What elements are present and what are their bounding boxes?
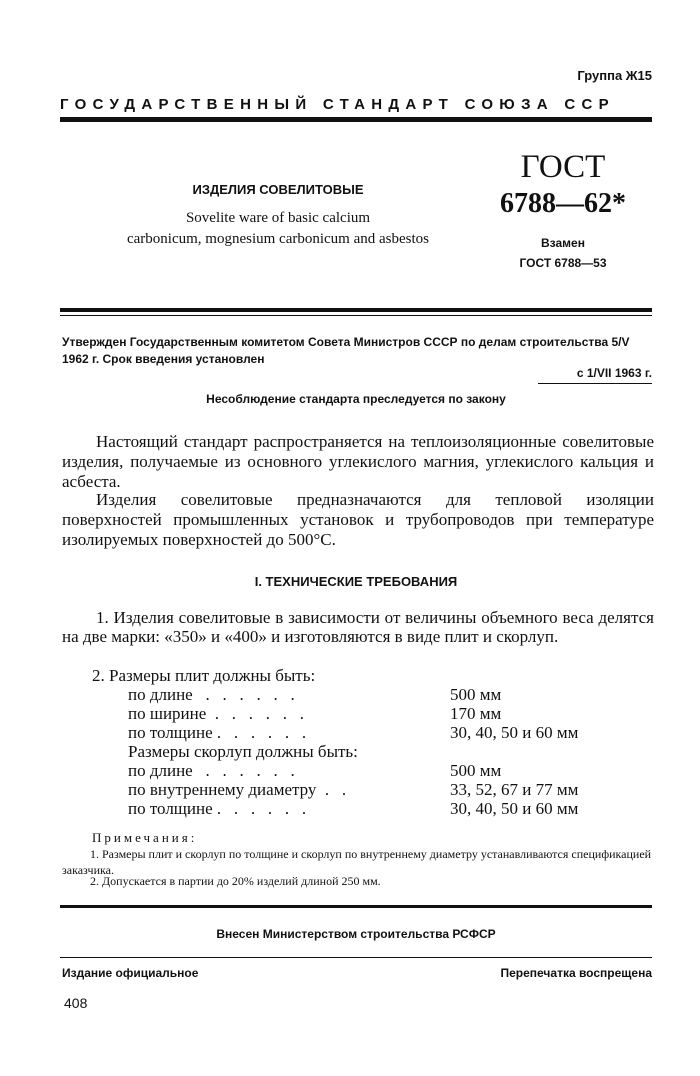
product-title: ИЗДЕЛИЯ СОВЕЛИТОВЫЕ xyxy=(192,182,364,197)
intro-paragraph-2: Изделия совелитовые предназначаются для тепловой изоляции поверхностей промышленных установок и трубопроводов при температуре изолируемых поверхностей до 500°С. xyxy=(62,490,654,549)
shell-diameter-value: 33, 52, 67 и 77 мм xyxy=(450,780,579,799)
header-thick-rule xyxy=(60,117,652,122)
title-thick-rule xyxy=(60,308,652,312)
plate-length-value: 500 мм xyxy=(450,685,502,704)
submitted-by: Внесен Министерством строительства РСФСР xyxy=(216,927,496,941)
english-title-line-1: Sovelite ware of basic calcium xyxy=(185,210,371,226)
intro-paragraph-1: Настоящий стандарт распространяется на теплоизоляционные совелитовые изделия, получаемые из основного углекислого магния, углекислого кальция и асбеста. xyxy=(62,432,654,491)
requirement-item-1: 1. Изделия совелитовые в зависимости от величины объемного веса делятся на две марки: «350» и «400» и изготовляются в виде плит и скорлуп. xyxy=(62,608,654,646)
shell-diameter-label: по внутреннему диаметру . . xyxy=(128,780,347,799)
law-notice: Несоблюдение стандарта преследуется по закону xyxy=(206,392,506,406)
page-number: 408 xyxy=(64,995,88,1011)
reprint-prohibited-label: Перепечатка воспрещена xyxy=(500,966,652,980)
plate-length-label: по длине . . . . . . xyxy=(128,685,295,704)
official-edition-label: Издание официальное xyxy=(62,966,199,980)
plate-thickness-value: 30, 40, 50 и 60 мм xyxy=(450,723,579,742)
note-2: 2. Допускается в партии до 20% изделий длиной 250 мм. xyxy=(90,874,381,888)
title-thin-rule xyxy=(60,315,652,316)
shells-heading: Размеры скорлуп должны быть: xyxy=(128,742,358,761)
plate-width-label: по ширине . . . . . . xyxy=(128,704,305,723)
footer-thick-rule xyxy=(60,905,652,908)
shell-thickness-value: 30, 40, 50 и 60 мм xyxy=(450,799,579,818)
english-title xyxy=(100,208,456,250)
notes-heading: Примечания: xyxy=(92,830,198,845)
approval-text: Утвержден Государственным комитетом Совета Министров СССР по делам строительства 5/V 1962 г. Срок введения установлен xyxy=(62,335,630,366)
effective-date: с 1/VII 1963 г. xyxy=(576,366,652,380)
shell-length-label: по длине . . . . . . xyxy=(128,761,295,780)
state-standard-banner: ГОСУДАРСТВЕННЫЙ СТАНДАРТ СОЮЗА ССР xyxy=(60,96,615,113)
section-heading: I. ТЕХНИЧЕСКИЕ ТРЕБОВАНИЯ xyxy=(254,574,458,589)
plate-width-value: 170 мм xyxy=(450,704,502,723)
footer-thin-rule xyxy=(60,957,652,958)
shell-length-value: 500 мм xyxy=(450,761,502,780)
group-label: Группа Ж15 xyxy=(577,68,652,83)
gost-designation-block xyxy=(475,148,651,270)
shell-thickness-label: по толщине . . . . . . xyxy=(128,799,307,818)
gost-number: 6788—62* xyxy=(500,188,626,219)
plate-thickness-label: по толщине . . . . . . xyxy=(128,723,307,742)
requirement-item-2: 2. Размеры плит должны быть: xyxy=(92,666,316,685)
note-1: 1. Размеры плит и скорлуп по толщине и скорлуп по внутреннему диаметру устанавливаются спецификацией заказчика. xyxy=(62,847,652,877)
gost-label: ГОСТ xyxy=(520,149,606,185)
replaces-label: Взамен xyxy=(541,236,585,250)
english-title-line-2: carbonicum, mognesium carbonicum and asbestos xyxy=(126,231,429,247)
replaces-value: ГОСТ 6788—53 xyxy=(519,256,607,270)
effective-date-underline xyxy=(538,383,652,384)
